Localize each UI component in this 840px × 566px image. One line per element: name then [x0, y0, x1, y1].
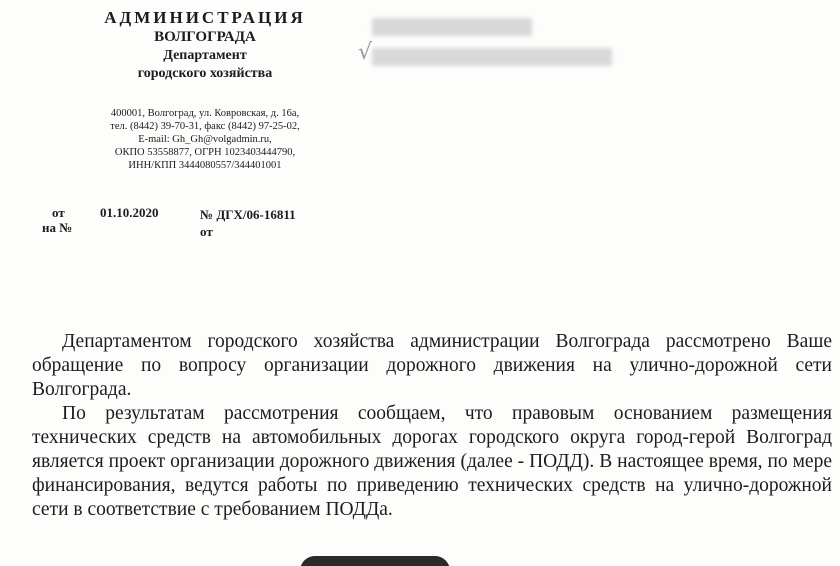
- body-paragraph-2: По результатам рассмотрения сообщаем, что правовым основанием размещения технических средств на автомобильных дорогах городского округа город-герой Волгоград является проект организации дорожного движения (далее - ПОДД). В настоящее время, по мере финансирования, ведутся работы по приведению технических средств на улично-дорожной сети в соответствие с требованием ПОДДа.: [32, 403, 832, 520]
- check-mark-icon: √: [358, 40, 373, 65]
- department-name-line2: городского хозяйства: [137, 66, 273, 81]
- address-line: ОКПО 53558877, ОГРН 1023403444790,: [114, 147, 296, 158]
- address-line: E-mail: Gh_Gh@volgadmin.ru,: [138, 134, 272, 145]
- reg-reply-to-label: на №: [42, 220, 73, 235]
- redacted-line: [372, 48, 612, 66]
- letter-body: [32, 330, 832, 522]
- address-line: 400001, Волгоград, ул. Ковровская, д. 16а,: [110, 108, 300, 119]
- reg-date: 01.10.2020: [100, 205, 159, 220]
- redacted-line: [372, 18, 532, 36]
- address-line: ИНН/КПП 3444080557/344401001: [128, 160, 282, 171]
- scan-smudge: [300, 556, 450, 566]
- org-name-line1: АДМИНИСТРАЦИЯ: [104, 8, 306, 27]
- address-line: тел. (8442) 39-70-31, факс (8442) 97-25-02,: [110, 121, 300, 132]
- reg-number: № ДГХ/06-16811: [200, 207, 296, 222]
- reg-reply-from-label: от: [200, 224, 213, 239]
- letterhead: [40, 8, 373, 172]
- reg-from-label: от: [52, 205, 65, 220]
- body-paragraph-1: Департаментом городского хозяйства администрации Волгограда рассмотрено Ваше обращение по вопросу организации дорожного движения на улично-дорожной сети Волгограда.: [32, 331, 832, 400]
- department-name-line1: Департамент: [163, 48, 247, 63]
- address-block: [40, 107, 370, 172]
- recipient-block-redacted: [358, 14, 618, 74]
- org-name-line2: ВОЛГОГРАДА: [154, 29, 256, 45]
